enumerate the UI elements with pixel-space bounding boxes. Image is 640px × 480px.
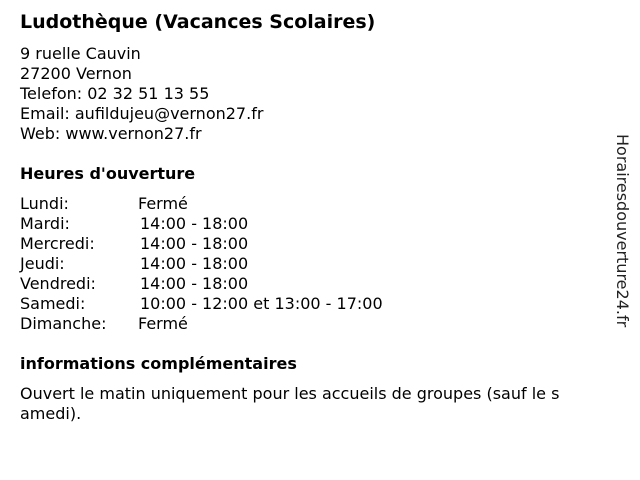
additional-info-text-line-1: Ouvert le matin uniquement pour les accueils de groupes (sauf le s <box>20 384 560 403</box>
opening-time: 10:00 - 12:00 et 13:00 - 17:00 <box>140 294 383 313</box>
email-address: Email: aufildujeu@vernon27.fr <box>20 104 264 123</box>
day-label: Lundi: <box>20 194 69 213</box>
page-title: Ludothèque (Vacances Scolaires) <box>20 11 376 33</box>
opening-time: 14:00 - 18:00 <box>140 274 249 293</box>
day-label: Vendredi: <box>20 274 96 293</box>
site-watermark: Horairesdouverture24.fr <box>613 134 632 328</box>
opening-time: Fermé <box>138 314 188 333</box>
day-label: Mardi: <box>20 214 70 233</box>
opening-time: 14:00 - 18:00 <box>140 254 249 273</box>
additional-info-heading: informations complémentaires <box>20 354 297 373</box>
opening-time: 14:00 - 18:00 <box>140 234 249 253</box>
phone-number: Telefon: 02 32 51 13 55 <box>20 84 210 103</box>
address-city: 27200 Vernon <box>20 64 132 83</box>
day-label: Jeudi: <box>20 254 65 273</box>
day-label: Dimanche: <box>20 314 107 333</box>
opening-time: 14:00 - 18:00 <box>140 214 249 233</box>
day-label: Samedi: <box>20 294 86 313</box>
day-label: Mercredi: <box>20 234 95 253</box>
website-address: Web: www.vernon27.fr <box>20 124 202 143</box>
additional-info-text-line-2: amedi). <box>20 404 82 423</box>
opening-hours-heading: Heures d'ouverture <box>20 164 196 183</box>
address-street: 9 ruelle Cauvin <box>20 44 141 63</box>
opening-time: Fermé <box>138 194 188 213</box>
